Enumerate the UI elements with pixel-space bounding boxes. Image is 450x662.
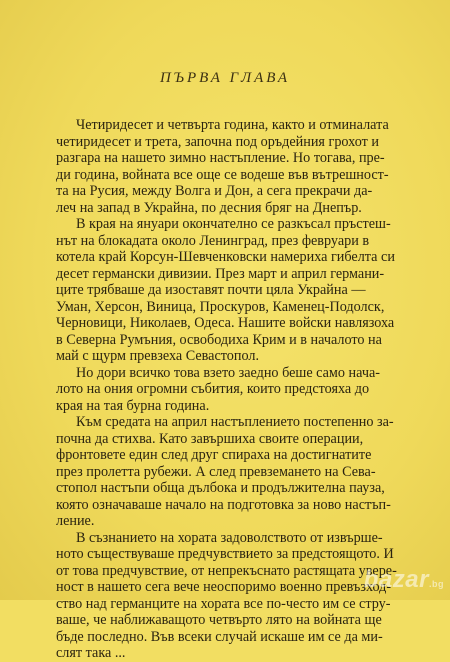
paragraph	[56, 117, 392, 216]
text-line: ство над германците на хората все по-често им се стру-	[56, 595, 391, 612]
text-line: леч на запад в Украйна, по десния бряг на Днепър.	[56, 199, 362, 216]
text-line: Уман, Херсон, Виница, Проскуров, Каменец-Подолск,	[56, 298, 385, 315]
text-line: слят така ...	[56, 645, 126, 661]
text-line: почна да стихва. Като завършиха своите операции,	[56, 430, 364, 447]
text-line: в Северна Румъния, освободиха Крим и в началото на	[56, 331, 382, 348]
paragraph	[56, 216, 395, 365]
text-line: ваше, че наближаващото четвърто лято на войната ще	[56, 612, 382, 628]
text-line: ност в нашето сега вече неоспоримо военно превъзход-	[56, 579, 392, 595]
paragraph	[56, 414, 392, 530]
text-line: В края на януари окончателно се разкъсал пръстеш-	[76, 216, 391, 232]
text-line: котела край Корсун-Шевченковски намериха гибелта си	[56, 249, 395, 265]
text-line: бъде последно. Във всеки случай искаше им се да ми-	[56, 628, 383, 645]
text-line: та на Русия, между Волга и Дон, а сега прекрачи да-	[56, 183, 373, 199]
text-line: лото на ония огромни събития, които предстояха до	[56, 381, 370, 397]
text-line: ди година, войната все още се водеше във вътрешност-	[56, 166, 389, 183]
text-line: разгара на нашето зимно настъпление. Но тогава, пре-	[56, 150, 385, 166]
text-line: стопол настъпи обща дълбока и продължителна пауза,	[56, 480, 385, 496]
text-line: ците трябваше да изоставят почти цяла Украйна —	[56, 282, 366, 298]
text-line: Към средата на април настъплението постепенно за-	[76, 414, 394, 430]
chapter-heading: ПЪРВА ГЛАВА	[159, 70, 291, 86]
text-line: която означаваше начало на подготовка за ново настъп-	[56, 496, 391, 513]
paragraph	[56, 365, 392, 415]
text-line: нът на блокадата около Ленинград, през февруари в	[56, 232, 370, 249]
text-line: май с щурм превзеха Севастопол.	[56, 348, 260, 364]
text-line: Черновици, Николаев, Одеса. Нашите войски навлязоха	[56, 315, 395, 331]
text-line: края на тая бурна година.	[56, 397, 210, 414]
text-line: четиридесет и трета, започна под оръдейния грохот и	[56, 133, 379, 150]
text-line: В съзнанието на хората задоволството от извърше-	[76, 529, 383, 546]
text-line: фронтовете един след друг спираха на достигнатите	[56, 447, 372, 463]
text-line: ното съществуваше предчувствието за предстоящото. И	[56, 546, 394, 562]
text-line: Но дори всичко това взето заедно беше само нача-	[76, 364, 381, 381]
text-line: през пролетта рубежи. А след превземането на Сева-	[56, 463, 376, 480]
text-line: от това предчувствие, от непрекъснато растящата увере-	[56, 562, 397, 579]
text-line: Четиридесет и четвърта година, както и отминалата	[76, 117, 389, 133]
text-line: десет германски дивизии. През март и април германи-	[56, 265, 385, 282]
watermark-brand: bazar	[363, 566, 429, 593]
text-line: ление.	[56, 513, 95, 529]
watermark-tld: .bg	[429, 579, 444, 589]
watermark-logo	[364, 566, 444, 594]
